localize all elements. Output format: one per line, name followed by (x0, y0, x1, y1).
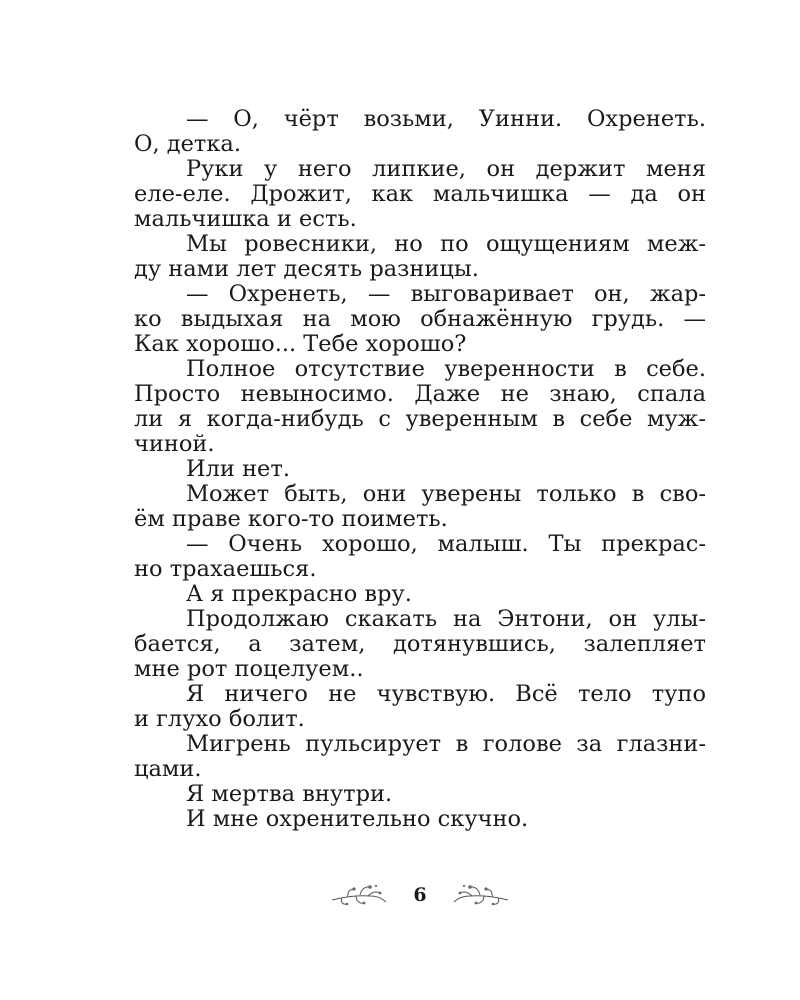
text-line: Мы ровесники, но по ощущениям меж- (186, 231, 706, 257)
text-line: ём праве кого-то поиметь. (134, 506, 448, 532)
text-line: Как хорошо... Тебе хорошо? (134, 331, 467, 357)
text-line: Я ничего не чувствую. Всё тело тупо (186, 681, 706, 707)
text-line: Может быть, они уверены только в сво- (186, 481, 706, 507)
text-line: мальчишка и есть. (134, 206, 357, 232)
text-line: Или нет. (186, 456, 290, 482)
floral-ornament-icon (330, 880, 388, 908)
page-footer (0, 878, 800, 918)
text-line: И мне охренительно скучно. (186, 806, 529, 832)
text-line: цами. (134, 756, 202, 782)
text-line: еле-еле. Дрожит, как мальчишка — да он (134, 181, 706, 207)
text-line: ду нами лет десять разницы. (134, 256, 479, 282)
body-text (134, 107, 706, 832)
text-line: Руки у него липкие, он держит меня (186, 156, 706, 182)
text-line: О, детка. (134, 131, 241, 157)
text-line: ли я когда-нибудь с уверенным в себе муж- (134, 406, 706, 432)
page-number: 6 (413, 884, 427, 906)
text-line: — Охренеть, — выговаривает он, жар- (186, 281, 706, 307)
text-line: и глухо болит. (134, 706, 305, 732)
text-line: ко выдыхая на мою обнажённую грудь. — (134, 306, 706, 332)
text-line: — Очень хорошо, малыш. Ты прекрас- (186, 531, 706, 557)
text-line: но трахаешься. (134, 556, 317, 582)
text-line: бается, а затем, дотянувшись, залепляет (134, 631, 706, 657)
text-line: Мигрень пульсирует в голове за глазни- (186, 731, 706, 757)
text-line: — О, чёрт возьми, Уинни. Охренеть. (186, 106, 706, 132)
text-line: Просто невыносимо. Даже не знаю, спала (134, 381, 706, 407)
text-line: Полное отсутствие уверенности в себе. (186, 356, 706, 382)
text-line: мне рот поцелуем.. (134, 656, 364, 682)
text-line: А я прекрасно вру. (186, 581, 412, 607)
floral-ornament-icon (452, 880, 510, 908)
text-line: Я мертва внутри. (186, 781, 393, 807)
text-line: чиной. (134, 431, 215, 457)
text-line: Продолжаю скакать на Энтони, он улы- (186, 606, 706, 632)
